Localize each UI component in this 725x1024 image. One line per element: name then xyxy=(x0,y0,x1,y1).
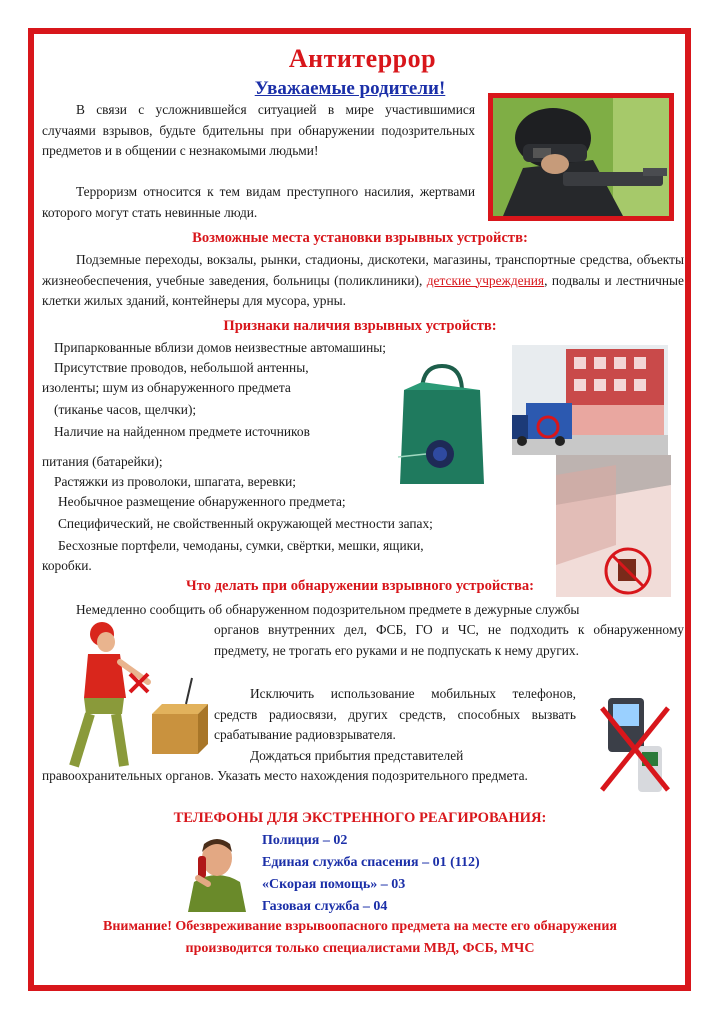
places-text: Подземные переходы, вокзалы, рынки, стадионы, дискотеки, магазины, транспортные средства, объекты жизнеобеспечения, учебные заведения, больницы (поликлиники), xyxy=(42,252,684,288)
phone-rescue: Единая служба спасения – 01 (112) xyxy=(262,855,480,870)
soldier-photo xyxy=(488,93,674,221)
woman-box-illustration xyxy=(44,618,212,770)
signs-item: питания (батарейки); xyxy=(42,454,163,469)
soldier-illustration xyxy=(493,98,669,216)
phone-police: Полиция – 02 xyxy=(262,833,348,848)
signs-item: коробки. xyxy=(42,558,92,573)
signs-item: Растяжки из проволоки, шпагата, веревки; xyxy=(54,474,296,489)
actions-paragraph-3-rest: правоохранительных органов. Указать место нахождения подозрительного предмета. xyxy=(42,768,528,783)
stairwell-illustration xyxy=(556,455,671,597)
phones-heading: ТЕЛЕФОНЫ ДЛЯ ЭКСТРЕННОГО РЕАГИРОВАНИЯ: xyxy=(173,810,547,826)
intro-paragraph-2: Терроризм относится к тем видам преступного насилия, жертвами которого могут стать невинные люди. xyxy=(42,184,475,220)
intro-paragraph-1: В связи с усложнившейся ситуацией в мире участившимися случаями взрывов, будьте бдительны при обнаружении подозрительных предметов и в общении с незнакомыми людьми! xyxy=(42,102,475,158)
actions-paragraph-1-first: Немедленно сообщить об обнаруженном подозрительном предмете в дежурные службы xyxy=(76,602,580,617)
bag-illustration xyxy=(392,362,492,492)
signs-item: Специфический, не свойственный окружающей местности запах; xyxy=(58,516,433,531)
poster-title: Антитеррор xyxy=(288,44,437,73)
no-phones-illustration xyxy=(598,692,674,802)
signs-item: Присутствие проводов, небольшой антенны, xyxy=(54,360,309,375)
signs-heading: Признаки наличия взрывных устройств: xyxy=(223,318,497,334)
places-text-after: , подвалы и лестничные клетки жилых зданий, контейнеры для мусора, урны. xyxy=(42,272,684,308)
phone-gas: Газовая служба – 04 xyxy=(262,899,388,914)
actions-paragraph-2: Исключить использование мобильных телефонов, средств радиосвязи, других средств, способных вызвать срабатывание радиовзрывателя. xyxy=(214,686,576,742)
signs-item: изоленты; шум из обнаруженного предмета xyxy=(42,380,291,395)
building-truck-illustration xyxy=(512,345,668,455)
signs-item: Необычное размещение обнаруженного предмета; xyxy=(58,494,346,509)
signs-item: Бесхозные портфели, чемоданы, сумки, свёртки, мешки, ящики, xyxy=(58,538,424,553)
signs-item: Наличие на найденном предмете источников xyxy=(54,424,310,439)
actions-paragraph-1-rest: органов внутренних дел, ФСБ, ГО и ЧС, не подходить к обнаруженному предмету, не трогать его руками и не подпускать к нему других. xyxy=(214,622,684,658)
signs-item: Припаркованные вблизи домов неизвестные автомашины; xyxy=(54,340,387,355)
actions-paragraph-3-first: Дождаться прибытия представителей xyxy=(250,748,464,763)
warning-line-1: Внимание! Обезвреживание взрывоопасного предмета на месте его обнаружения xyxy=(102,919,618,934)
poster-subtitle: Уважаемые родители! xyxy=(254,78,446,99)
places-paragraph xyxy=(42,250,684,312)
places-heading: Возможные места установки взрывных устройств: xyxy=(192,230,528,246)
man-on-phone-illustration xyxy=(184,832,250,912)
warning-line-2: производится только специалистами МВД, ФСБ, МЧС xyxy=(185,941,535,956)
signs-item: (тиканье часов, щелчки); xyxy=(54,402,197,417)
actions-heading: Что делать при обнаружении взрывного устройства: xyxy=(185,578,534,594)
phone-ambulance: «Скорая помощь» – 03 xyxy=(262,877,406,892)
places-link[interactable]: детские учреждения xyxy=(426,272,545,288)
